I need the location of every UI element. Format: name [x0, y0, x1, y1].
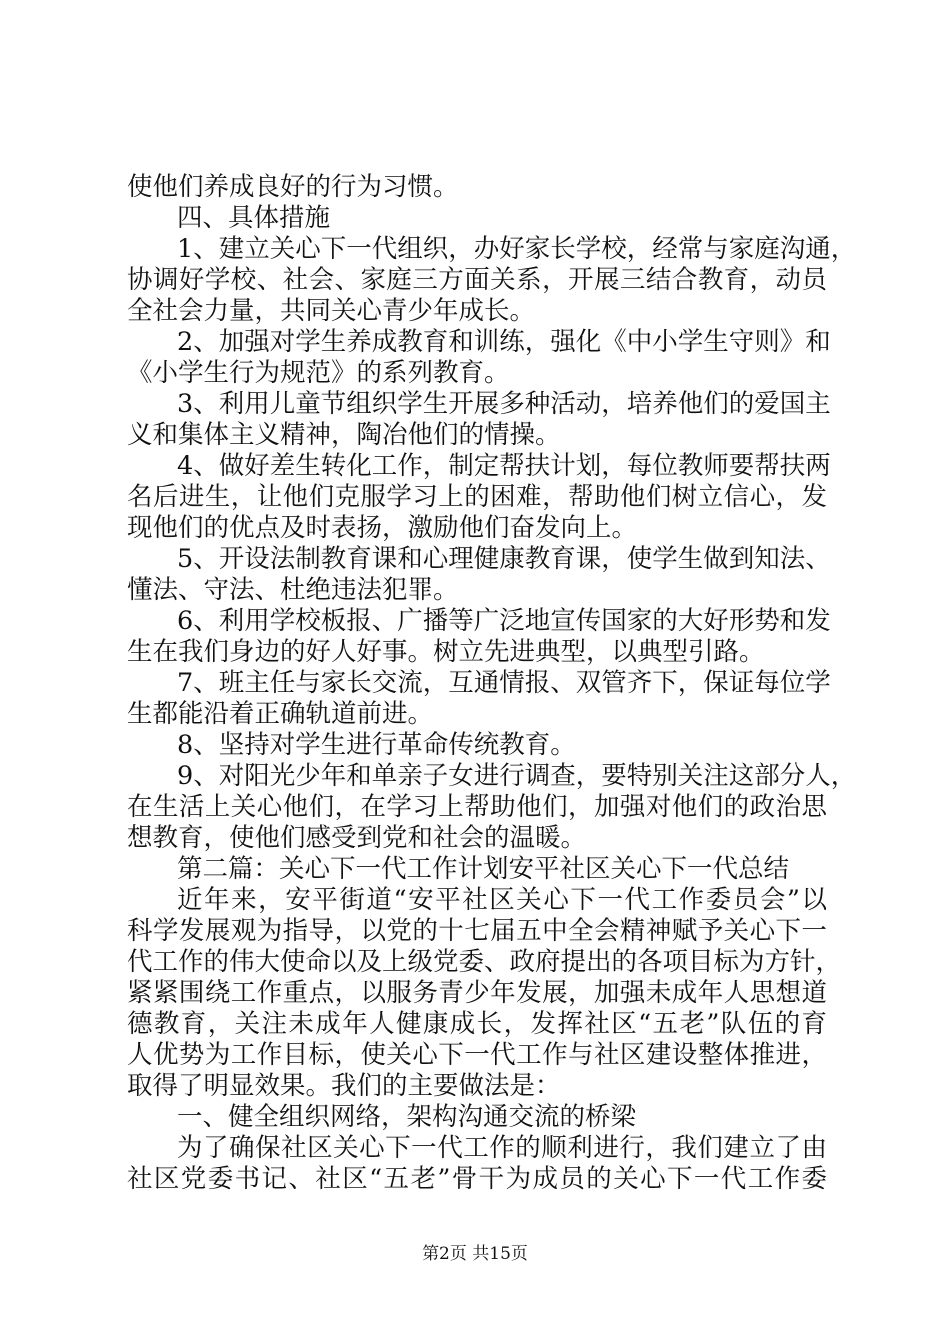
- text-line: 使他们养成良好的行为习惯。: [127, 172, 459, 202]
- text-line: 6、利用学校板报、广播等广泛地宣传国家的大好形势和发: [177, 606, 831, 636]
- page-number-footer: 第2页 共15页: [422, 1244, 528, 1264]
- text-line: 3、利用儿童节组织学生开展多种活动，培养他们的爱国主: [177, 389, 831, 419]
- text-line: 9、对阳光少年和单亲子女进行调查，要特别关注这部分人，: [177, 761, 857, 791]
- text-line: 1、建立关心下一代组织，办好家长学校，经常与家庭沟通，: [177, 234, 857, 264]
- text-line: 紧紧围绕工作重点，以服务青少年发展，加强未成年人思想道: [127, 978, 827, 1008]
- text-line: 义和集体主义精神，陶冶他们的情操。: [127, 420, 561, 450]
- text-line: 四、具体措施: [177, 203, 331, 233]
- text-line: 5、开设法制教育课和心理健康教育课，使学生做到知法、: [177, 544, 831, 574]
- text-line: 社区党委书记、社区“五老”骨干为成员的关心下一代工作委: [127, 1164, 827, 1194]
- text-line: 全社会力量，共同关心青少年成长。: [127, 296, 536, 326]
- text-line: 2、加强对学生养成教育和训练，强化《中小学生守则》和: [177, 327, 831, 357]
- text-line: 一、健全组织网络，架构沟通交流的桥梁: [177, 1102, 637, 1132]
- text-line: 第二篇：关心下一代工作计划安平社区关心下一代总结: [177, 854, 790, 884]
- text-line: 生在我们身边的好人好事。树立先进典型，以典型引路。: [127, 637, 765, 667]
- text-line: 想教育，使他们感受到党和社会的温暖。: [127, 823, 587, 853]
- text-line: 取得了明显效果。我们的主要做法是：: [127, 1071, 561, 1101]
- text-line: 在生活上关心他们，在学习上帮助他们，加强对他们的政治思: [127, 792, 827, 822]
- text-line: 8、坚持对学生进行革命传统教育。: [177, 730, 576, 760]
- text-line: 懂法、守法、杜绝违法犯罪。: [127, 575, 459, 605]
- text-line: 4、做好差生转化工作，制定帮扶计划，每位教师要帮扶两: [177, 451, 831, 481]
- text-line: 《小学生行为规范》的系列教育。: [127, 358, 510, 388]
- text-line: 7、班主任与家长交流，互通情报、双管齐下，保证每位学: [177, 668, 831, 698]
- text-line: 生都能沿着正确轨道前进。: [127, 699, 434, 729]
- text-line: 德教育，关注未成年人健康成长，发挥社区“五老”队伍的育: [127, 1009, 827, 1039]
- text-line: 人优势为工作目标，使关心下一代工作与社区建设整体推进，: [127, 1040, 827, 1070]
- text-line: 协调好学校、社会、家庭三方面关系，开展三结合教育，动员: [127, 265, 827, 295]
- text-line: 近年来，安平街道“安平社区关心下一代工作委员会”以: [177, 885, 827, 915]
- text-line: 代工作的伟大使命以及上级党委、政府提出的各项目标为方针，: [127, 947, 842, 977]
- document-body: [127, 172, 857, 1195]
- text-line: 现他们的优点及时表扬，激励他们奋发向上。: [127, 513, 638, 543]
- text-line: 科学发展观为指导，以党的十七届五中全会精神赋予关心下一: [127, 916, 827, 946]
- text-line: 为了确保社区关心下一代工作的顺利进行，我们建立了由: [177, 1133, 827, 1163]
- text-line: 名后进生，让他们克服学习上的困难，帮助他们树立信心，发: [127, 482, 827, 512]
